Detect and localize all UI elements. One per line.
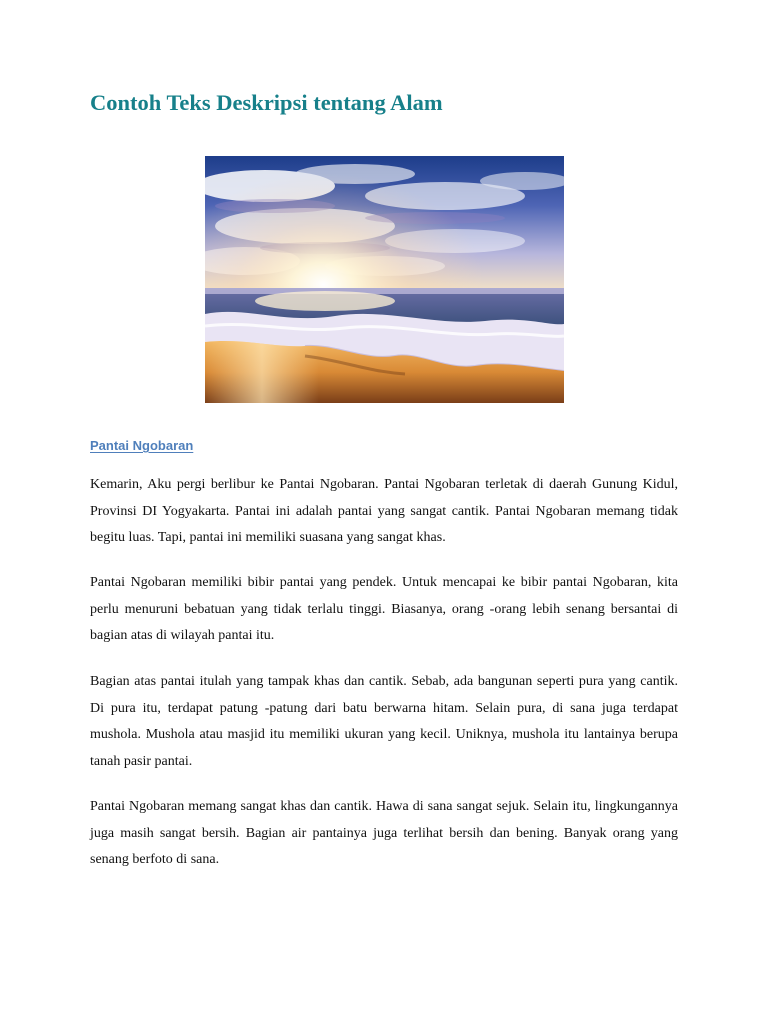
paragraph-3: Bagian atas pantai itulah yang tampak khas dan cantik. Sebab, ada bangunan seperti pura yang cantik. Di pura itu, terdapat patung -patung dari batu berwarna hitam. Selain pura, di sana juga terdapat mushola. Mushola atau masjid itu memiliki ukuran yang kecil. Uniknya, mushola itu lantainya berupa tanah pasir pantai. [90,674,678,769]
paragraph-2: Pantai Ngobaran memiliki bibir pantai yang pendek. Untuk mencapai ke bibir pantai Ngobaran, kita perlu menuruni bebatuan yang tidak terlalu tinggi. Biasanya, orang -orang lebih senang bersantai di bagian atas di wilayah pantai itu. [90,575,678,643]
beach-sunset-image [205,156,564,403]
paragraph-4: Pantai Ngobaran memang sangat khas dan cantik. Hawa di sana sangat sejuk. Selain itu, lingkungannya juga masih sangat bersih. Bagian air pantainya juga terlihat bersih dan bening. Banyak orang yang senang berfoto di sana. [90,799,678,867]
beach-sunset-photo [205,156,564,403]
paragraph-1: Kemarin, Aku pergi berlibur ke Pantai Ngobaran. Pantai Ngobaran terletak di daerah Gunung Kidul, Provinsi DI Yogyakarta. Pantai ini adalah pantai yang sangat cantik. Pantai Ngobaran memang tidak begitu luas. Tapi, pantai ini memiliki suasana yang sangat khas. [90,477,678,545]
document-title: Contoh Teks Deskripsi tentang Alam [90,90,443,115]
section-heading: Pantai Ngobaran [90,438,194,453]
